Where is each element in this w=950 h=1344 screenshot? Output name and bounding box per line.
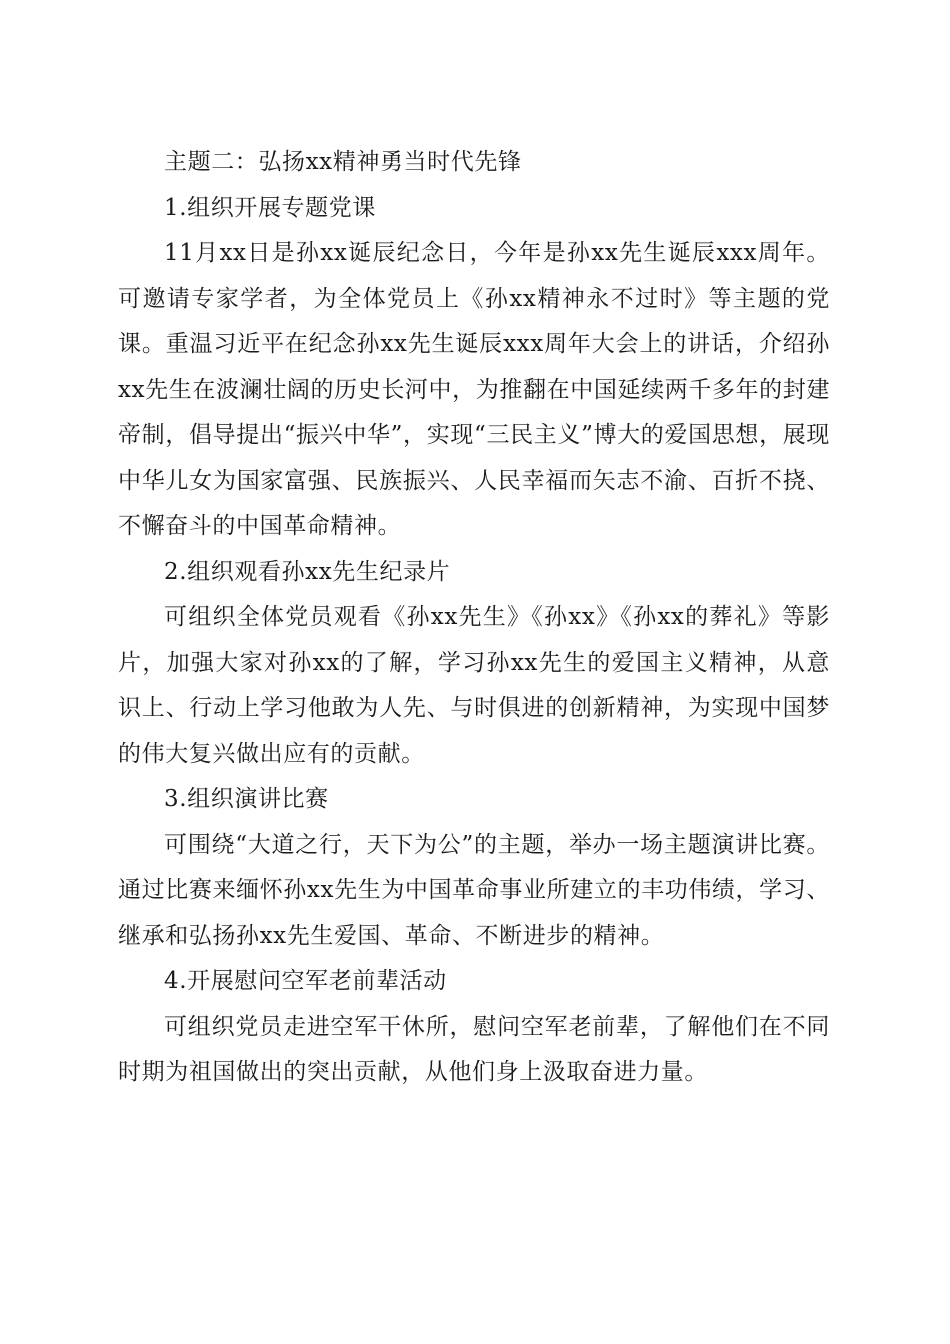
section-body-1: 11月xx日是孙xx诞辰纪念日，今年是孙xx先生诞辰xxx周年。可邀请专家学者，为全体党员上《孙xx精神永不过时》等主题的党课。重温习近平在纪念孙xx先生诞辰xxx周年大会上的讲话，介绍孙xx先生在波澜壮阔的历史长河中，为推翻在中国延续两千多年的封建帝制，倡导提出“振兴中华”，实现“三民主义”博大的爱国思想，展现中华儿女为国家富强、民族振兴、人民幸福而矢志不渝、百折不挠、不懈奋斗的中国革命精神。 xyxy=(118,240,830,539)
document-body xyxy=(118,140,830,1096)
section-heading-2: 2.组织观看孙xx先生纪录片 xyxy=(164,558,451,585)
section-body-2: 可组织全体党员观看《孙xx先生》《孙xx》《孙xx的葬礼》等影片，加强大家对孙xx的了解，学习孙xx先生的爱国主义精神，从意识上、行动上学习他敢为人先、与时俱进的创新精神，为实现中国梦的伟大复兴做出应有的贡献。 xyxy=(118,604,830,767)
section-body-4: 可组织党员走进空军干休所，慰问空军老前辈，了解他们在不同时期为祖国做出的突出贡献，从他们身上汲取奋进力量。 xyxy=(118,1013,830,1085)
theme-title: 主题二：弘扬xx精神勇当时代先锋 xyxy=(164,149,522,175)
section-heading-3: 3.组织演讲比赛 xyxy=(164,786,329,812)
section-body-3: 可围绕“大道之行，天下为公”的主题，举办一场主题演讲比赛。通过比赛来缅怀孙xx先生为中国革命事业所建立的丰功伟绩，学习、继承和弘扬孙xx先生爱国、革命、不断进步的精神。 xyxy=(118,831,830,949)
section-heading-4: 4.开展慰问空军老前辈活动 xyxy=(164,968,447,994)
section-heading-1: 1.组织开展专题党课 xyxy=(164,194,376,221)
